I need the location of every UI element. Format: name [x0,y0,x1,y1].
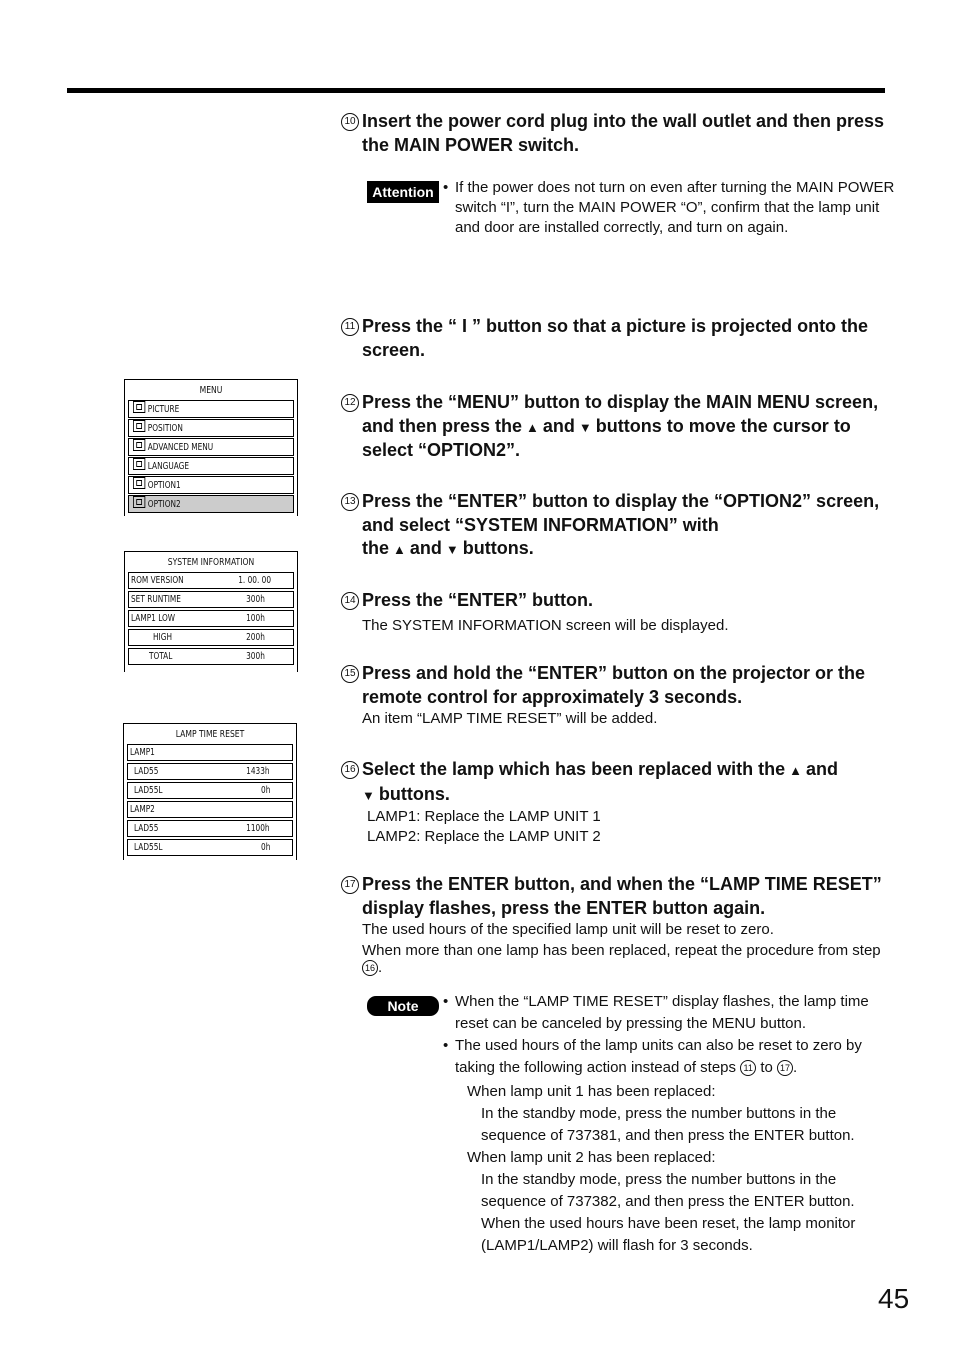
row-label: LAD55L [134,842,163,853]
step-heading: Select the lamp which has been replaced with the [362,759,786,779]
lamp-row [127,782,293,799]
up-arrow-icon: ▲ [789,763,802,778]
lamp-row [127,820,293,837]
row-label: TOTAL [149,651,173,662]
position-icon [133,420,145,432]
step-heading-end: buttons. [462,538,534,558]
row-value: 200h [246,632,265,643]
row-value: 300h [246,594,265,605]
and-text: and [409,538,442,558]
step-ref: 16 [362,960,378,976]
step-11 [340,315,888,362]
note-bullet-text: The used hours of the lamp units can also be reset to zero by taking the following action instead of steps [455,1037,862,1076]
menu-item-label: LANGUAGE [147,461,190,472]
menu-item-label: PICTURE [147,404,180,415]
step-heading: Insert the power cord plug into the wall outlet and then press the MAIN POWER switch. [362,111,885,155]
row-label: LAMP1 [130,747,155,758]
row-label: ROM VERSION [131,575,184,586]
row-value: 0h [260,785,270,796]
and-text: and [806,759,839,779]
lamp1-instructions: In the standby mode, press the number buttons in the sequence of 737381, and then press the ENTER button. [481,1105,855,1144]
sysinfo-row [128,629,294,646]
up-arrow-icon: ▲ [393,542,406,557]
menu-item-label: OPTION1 [147,480,181,491]
menu-item-position [128,419,294,437]
lamp-monitor-note: When the used hours have been reset, the lamp monitor (LAMP1/LAMP2) will flash for 3 seconds. [481,1215,856,1254]
row-value: 100h [246,613,265,624]
step-heading-end: buttons to move the cursor to select “OPTION2”. [362,415,851,460]
menu-item-option1 [128,476,294,494]
lamp1-option: LAMP1: Replace the LAMP UNIT 1 [367,808,601,825]
menu-item-option2 [128,495,294,513]
row-label: LAMP2 [130,804,155,815]
language-icon [133,458,145,470]
menu-item-label: ADVANCED MENU [147,442,214,453]
step-number: 16 [341,761,359,779]
step-15 [340,662,888,729]
step-number: 10 [341,113,359,131]
step-number: 15 [341,665,359,683]
step-heading-end: buttons. [378,783,450,804]
note-text [443,991,888,1257]
row-label: LAD55 [134,823,159,834]
step-heading: Press the ENTER button, and when the “LAMP TIME RESET” display flashes, press the ENTER button again. [362,874,882,918]
step-16 [340,758,888,847]
down-arrow-icon: ▼ [362,787,375,803]
sysinfo-row [128,591,294,608]
lamp-time-reset-screen [123,723,297,860]
lamp2-heading: When lamp unit 2 has been replaced: [467,1149,716,1166]
attention-text: • If the power does not turn on even after turning the MAIN POWER switch “I”, turn the MAIN POWER “O”, confirm that the lamp unit and door are installed correctly, and turn on again. [443,178,895,238]
wrench-icon [133,439,145,451]
step-ref: 11 [740,1060,756,1076]
menu-item-advanced [128,438,294,456]
row-label: SET RUNTIME [131,594,181,605]
step-number: 13 [341,493,359,511]
down-arrow-icon: ▼ [578,419,592,435]
lamp1-heading: When lamp unit 1 has been replaced: [467,1083,716,1100]
lamp-row [127,801,293,818]
step-number: 11 [341,318,359,336]
top-rule [67,88,885,93]
and-text: and [542,415,575,436]
sysinfo-row [128,572,294,589]
row-value: 1433h [246,766,270,777]
step-12 [340,391,888,463]
step-heading: Press the “ENTER” button to display the “OPTION2” screen, and select “SYSTEM INFORMATION” with the [362,491,880,558]
step-body: The SYSTEM INFORMATION screen will be displayed. [362,616,729,634]
step-14 [340,589,888,636]
picture-icon [133,401,145,413]
row-label: LAD55 [134,766,159,777]
step-10 [340,110,888,157]
menu-item-label: OPTION2 [147,499,181,510]
lamp-row [127,763,293,780]
row-value: 1. 00. 00 [238,575,271,586]
lamp2-option: LAMP2: Replace the LAMP UNIT 2 [367,828,601,845]
down-arrow-icon: ▼ [445,542,459,557]
menu-screen [124,379,298,516]
row-value: 300h [246,651,265,662]
lamp-row [127,744,293,761]
step-ref: 17 [777,1060,793,1076]
note-bullet: • The used hours of the lamp units can also be reset to zero by taking the following action instead of steps 11 to 17 . [443,1035,888,1079]
step-heading: Press the “ENTER” button. [362,590,594,610]
sysinfo-row [128,610,294,627]
step-13 [340,490,888,562]
menu-title: MENU [199,385,223,396]
up-arrow-icon: ▲ [526,419,539,435]
to-text: to [760,1059,773,1076]
row-label: HIGH [153,632,173,643]
menu-item-language [128,457,294,475]
step-body: The used hours of the specified lamp unit will be reset to zero. [362,921,774,938]
row-value: 1100h [246,823,270,834]
lamp2-instructions: In the standby mode, press the number buttons in the sequence of 737382, and then press the ENTER button. [481,1171,855,1210]
menu-item-label: POSITION [147,423,183,434]
lamp-reset-title: LAMP TIME RESET [175,729,245,740]
page-number: 45 [878,1283,910,1314]
step-17: 17 Press the ENTER button, and when the “LAMP TIME RESET” display flashes, press the ENTER button again. The used hours of the specified lamp unit will be reset to zero. When more than one lamp has been replaced, repeat the procedure from step 16 . [340,873,888,976]
row-label: LAMP1 LOW [131,613,176,624]
menu-item-picture [128,400,294,418]
step-heading: Press the “ I ” button so that a picture is projected onto the screen. [362,316,869,360]
step-number: 14 [341,592,359,610]
note-bullet: • When the “LAMP TIME RESET” display flashes, the lamp time reset can be canceled by pressing the MENU button. [443,991,888,1035]
step-heading: Press and hold the “ENTER” button on the projector or the remote control for approximately 3 seconds. [362,663,866,707]
attention-label: Attention [367,181,439,203]
row-label: LAD55L [134,785,163,796]
system-information-screen [124,551,298,672]
sysinfo-row [128,648,294,665]
row-value: 0h [260,842,270,853]
sysinfo-title: SYSTEM INFORMATION [167,557,255,568]
option-icon [133,477,145,489]
lamp-row [127,839,293,856]
option-icon [133,496,145,508]
step-body: When more than one lamp has been replaced, repeat the procedure from step [362,942,881,959]
step-number: 12 [341,394,359,412]
step-body: An item “LAMP TIME RESET” will be added. [362,710,658,727]
note-label: Note [367,996,439,1016]
step-number: 17 [341,876,359,894]
step-heading: Press the “MENU” button to display the MAIN MENU screen, and then press the [362,392,879,436]
